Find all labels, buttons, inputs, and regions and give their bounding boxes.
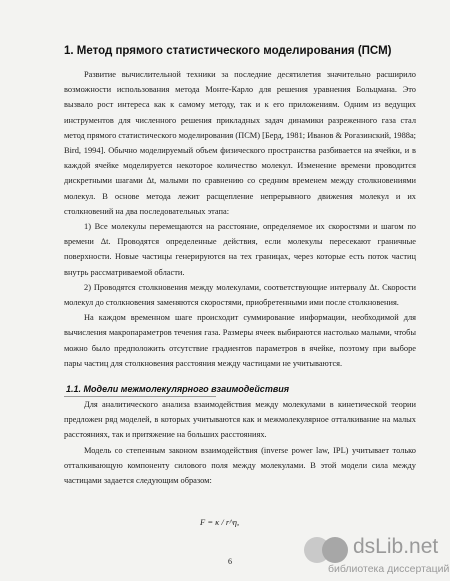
paragraph: Модель со степенным законом взаимодействия (inverse power law, IPL) учитывает только отталкивающую компоненту силового поля между молекулами. В этой модели сила между частицами задается следующим образом: [64,445,416,486]
section-title: 1. Метод прямого статистического моделирования (ПСМ) [64,45,392,57]
formula: F = κ / r^η, [200,517,240,527]
watermark-brand: dsLib.net [353,535,439,558]
paragraph: Развитие вычислительной техники за последние десятилетия значительно расширило возможности использования метода Монте-Карло для решения уравнения Больцмана. Это вызвало рост интереса как к самому методу, так и к его приложениям. Одним из ведущих инструментов для численного решения прикладных задач динамики разреженного газа стал метод прямого статистического моделирования (ПСМ) [Берд, 1981; Иванов & Рогазинский, 1988а; Bird, 1994]. Обычно моделируемый объем физического пространства разбивается на ячейки, и в каждой ячейке моделируется некоторое количество молекул. Изменение времени проводится дискретными шагами Δt, малыми по сравнению со средним временем между столкновениями молекул. В основе метода лежит расщепление непрерывного движения молекул и их столкновений на два последовательных этапа: [64,70,416,216]
paragraph: На каждом временном шаге происходит суммирование информации, необходимой для вычисления макропараметров течения газа. Размеры ячеек выбираются настолько малыми, чтобы можно было предположить отсутствие градиентов параметров в ячейке, поэтому при выборе пары частиц для столкновения расстояния между частицами не учитываются. [64,313,416,368]
paragraph: 1) Все молекулы перемещаются на расстояние, определяемое их скоростями и шагом по времени Δt. Проводятся определенные действия, если молекулы пересекают граничные поверхности. Новые частицы генерируются на тех границах, через которые есть поток частиц внутрь рассматриваемой области. [64,222,416,277]
page-number: 6 [228,557,232,566]
dslib-logo-icon [302,535,350,565]
subsection-body [64,397,416,488]
section-body [64,67,416,371]
paragraph: Для аналитического анализа взаимодействия между молекулами в кинетической теории предложен ряд моделей, в которых учитываются как и межмолекулярное отталкивание на малых расстояниях, так и притяжение на больших расстояниях. [64,400,416,440]
paragraph: 2) Проводятся столкновения между молекулами, соответствующие интервалу Δt. Скорости молекул до столкновения заменяются скоростями, приобретенными ими после столкновения. [64,282,416,308]
watermark [300,533,450,581]
subsection-title: 1.1. Модели межмолекулярного взаимодействия [66,384,290,394]
watermark-subtitle: библиотека диссертаций [328,563,450,575]
